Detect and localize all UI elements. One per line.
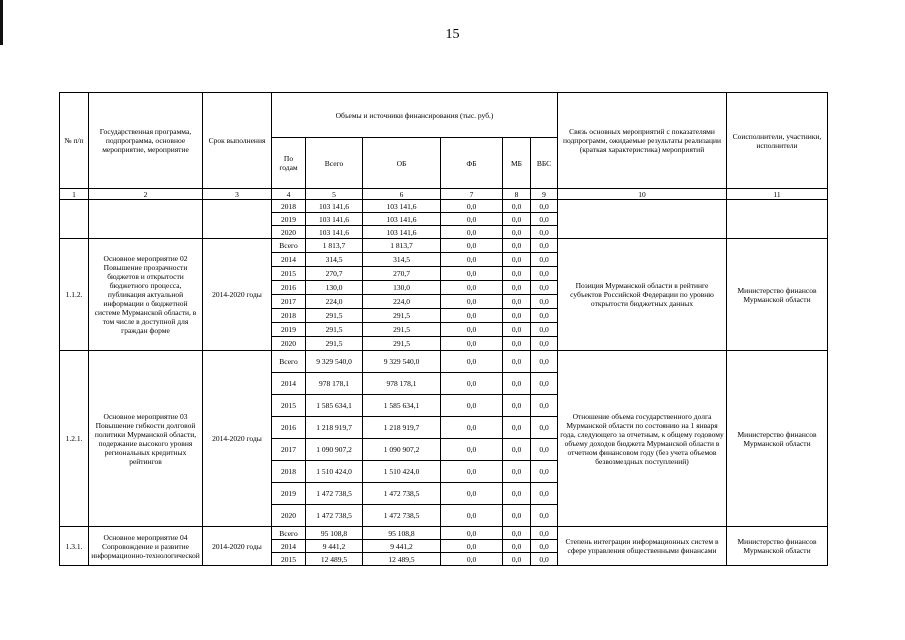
measure-term — [203, 200, 272, 239]
fb-cell: 0,0 — [441, 281, 503, 295]
col-number: 5 — [306, 189, 363, 200]
vbs-cell: 0,0 — [531, 200, 558, 213]
vbs-cell: 0,0 — [531, 253, 558, 267]
ob-cell: 291,5 — [363, 337, 441, 351]
col-number: 11 — [727, 189, 828, 200]
financing-table — [59, 92, 828, 566]
header-program: Государственная программа, подпрограмма, основное мероприятие, мероприятие — [89, 93, 203, 189]
mb-cell: 0,0 — [503, 483, 531, 505]
vbs-cell: 0,0 — [531, 213, 558, 226]
fb-cell: 0,0 — [441, 226, 503, 239]
ob-cell: 9 441,2 — [363, 540, 441, 553]
table-header — [60, 93, 828, 200]
ob-cell: 291,5 — [363, 309, 441, 323]
measure-number: 1.2.1. — [60, 351, 89, 527]
year-cell: 2014 — [272, 373, 306, 395]
fb-cell: 0,0 — [441, 253, 503, 267]
total-cell: 978 178,1 — [306, 373, 363, 395]
fb-cell: 0,0 — [441, 395, 503, 417]
mb-cell: 0,0 — [503, 417, 531, 439]
col-number: 9 — [531, 189, 558, 200]
ob-cell: 95 108,8 — [363, 527, 441, 540]
vbs-cell: 0,0 — [531, 295, 558, 309]
table-row — [60, 351, 828, 373]
ob-cell: 103 141,6 — [363, 200, 441, 213]
vbs-cell: 0,0 — [531, 553, 558, 566]
fb-cell: 0,0 — [441, 295, 503, 309]
year-cell: 2014 — [272, 253, 306, 267]
ob-cell: 1 218 919,7 — [363, 417, 441, 439]
header-by-years: По годам — [272, 138, 306, 189]
fb-cell: 0,0 — [441, 461, 503, 483]
ob-cell: 12 489,5 — [363, 553, 441, 566]
total-cell: 291,5 — [306, 309, 363, 323]
ob-cell: 314,5 — [363, 253, 441, 267]
col-number: 2 — [89, 189, 203, 200]
mb-cell: 0,0 — [503, 505, 531, 527]
total-cell: 224,0 — [306, 295, 363, 309]
page-number: 15 — [445, 27, 460, 42]
fb-cell: 0,0 — [441, 323, 503, 337]
indicator-link — [558, 200, 727, 239]
executor-cell: Министерство финансов Мурманской области — [727, 527, 828, 566]
fb-cell: 0,0 — [441, 417, 503, 439]
year-cell: 2015 — [272, 553, 306, 566]
header-fb: ФБ — [441, 138, 503, 189]
page-edge-mark — [0, 0, 3, 45]
mb-cell: 0,0 — [503, 281, 531, 295]
col-number: 7 — [441, 189, 503, 200]
year-cell: 2014 — [272, 540, 306, 553]
mb-cell: 0,0 — [503, 253, 531, 267]
total-cell: 270,7 — [306, 267, 363, 281]
header-ob: ОБ — [363, 138, 441, 189]
total-cell: 103 141,6 — [306, 200, 363, 213]
year-cell: 2019 — [272, 323, 306, 337]
year-cell: 2016 — [272, 417, 306, 439]
header-vbs: ВБС — [531, 138, 558, 189]
executor-cell: Министерство финансов Мурманской области — [727, 351, 828, 527]
total-cell: 12 489,5 — [306, 553, 363, 566]
header-term: Срок выполнения — [203, 93, 272, 189]
fb-cell: 0,0 — [441, 351, 503, 373]
col-number: 1 — [60, 189, 89, 200]
fb-cell: 0,0 — [441, 213, 503, 226]
vbs-cell: 0,0 — [531, 527, 558, 540]
fb-cell: 0,0 — [441, 267, 503, 281]
column-numbers-row — [60, 189, 828, 200]
total-cell: 1 090 907,2 — [306, 439, 363, 461]
year-cell: 2015 — [272, 267, 306, 281]
col-number: 6 — [363, 189, 441, 200]
ob-cell: 103 141,6 — [363, 226, 441, 239]
vbs-cell: 0,0 — [531, 505, 558, 527]
mb-cell: 0,0 — [503, 373, 531, 395]
total-cell: 1 472 738,5 — [306, 483, 363, 505]
vbs-cell: 0,0 — [531, 439, 558, 461]
year-cell: Всего — [272, 527, 306, 540]
vbs-cell: 0,0 — [531, 540, 558, 553]
total-cell: 95 108,8 — [306, 527, 363, 540]
total-cell: 130,0 — [306, 281, 363, 295]
fb-cell: 0,0 — [441, 439, 503, 461]
vbs-cell: 0,0 — [531, 226, 558, 239]
measure-term: 2014-2020 годы — [203, 527, 272, 566]
table-row — [60, 200, 828, 213]
header-link: Связь основных мероприятий с показателями подпрограмм, ожидаемые результаты реализации (краткая характеристика) мероприятий — [558, 93, 727, 189]
total-cell: 1 218 919,7 — [306, 417, 363, 439]
ob-cell: 978 178,1 — [363, 373, 441, 395]
fb-cell: 0,0 — [441, 309, 503, 323]
total-cell: 291,5 — [306, 337, 363, 351]
total-cell: 1 813,7 — [306, 239, 363, 253]
year-cell: Всего — [272, 239, 306, 253]
measure-name: Основное мероприятие 04 Сопровождение и развитие информационно-технологической — [89, 527, 203, 566]
vbs-cell: 0,0 — [531, 281, 558, 295]
mb-cell: 0,0 — [503, 461, 531, 483]
measure-number: 1.1.2. — [60, 239, 89, 351]
mb-cell: 0,0 — [503, 439, 531, 461]
col-number: 10 — [558, 189, 727, 200]
indicator-link: Степень интеграции информационных систем в сфере управления общественными финансами — [558, 527, 727, 566]
header-executors: Соисполнители, участники, исполнители — [727, 93, 828, 189]
total-cell: 103 141,6 — [306, 226, 363, 239]
ob-cell: 9 329 540,0 — [363, 351, 441, 373]
mb-cell: 0,0 — [503, 200, 531, 213]
mb-cell: 0,0 — [503, 323, 531, 337]
year-cell: 2020 — [272, 505, 306, 527]
year-cell: 2015 — [272, 395, 306, 417]
vbs-cell: 0,0 — [531, 461, 558, 483]
mb-cell: 0,0 — [503, 395, 531, 417]
year-cell: 2017 — [272, 439, 306, 461]
mb-cell: 0,0 — [503, 295, 531, 309]
total-cell: 9 441,2 — [306, 540, 363, 553]
mb-cell: 0,0 — [503, 239, 531, 253]
ob-cell: 1 585 634,1 — [363, 395, 441, 417]
measure-number — [60, 200, 89, 239]
header-num: № п/п — [60, 93, 89, 189]
mb-cell: 0,0 — [503, 213, 531, 226]
col-number: 8 — [503, 189, 531, 200]
year-cell: 2018 — [272, 309, 306, 323]
mb-cell: 0,0 — [503, 351, 531, 373]
table-row — [60, 239, 828, 253]
vbs-cell: 0,0 — [531, 483, 558, 505]
executor-cell: Министерство финансов Мурманской области — [727, 239, 828, 351]
fb-cell: 0,0 — [441, 527, 503, 540]
year-cell: 2020 — [272, 226, 306, 239]
ob-cell: 1 813,7 — [363, 239, 441, 253]
measure-name: Основное мероприятие 03 Повышение гибкости долговой политики Мурманской области, подержание высокого уровня региональных кредитных рейтингов — [89, 351, 203, 527]
mb-cell: 0,0 — [503, 226, 531, 239]
vbs-cell: 0,0 — [531, 351, 558, 373]
col-number: 4 — [272, 189, 306, 200]
year-cell: 2020 — [272, 337, 306, 351]
ob-cell: 103 141,6 — [363, 213, 441, 226]
vbs-cell: 0,0 — [531, 337, 558, 351]
year-cell: 2016 — [272, 281, 306, 295]
vbs-cell: 0,0 — [531, 373, 558, 395]
executor-cell — [727, 200, 828, 239]
year-cell: 2017 — [272, 295, 306, 309]
year-cell: 2019 — [272, 483, 306, 505]
total-cell: 1 585 634,1 — [306, 395, 363, 417]
indicator-link: Позиция Мурманской области в рейтинге субъектов Российской Федерации по уровню открытости бюджетных данных — [558, 239, 727, 351]
total-cell: 1 472 738,5 — [306, 505, 363, 527]
indicator-link: Отношение объема государственного долга Мурманской области по состоянию на 1 января года, следующего за отчетным, к общему годовому объему доходов бюджета Мурманской области в отчетном финансовом году (без учета объемов безвозмездных поступлений) — [558, 351, 727, 527]
measure-term: 2014-2020 годы — [203, 351, 272, 527]
mb-cell: 0,0 — [503, 309, 531, 323]
total-cell: 1 510 424,0 — [306, 461, 363, 483]
mb-cell: 0,0 — [503, 267, 531, 281]
mb-cell: 0,0 — [503, 527, 531, 540]
fb-cell: 0,0 — [441, 337, 503, 351]
table-row — [60, 527, 828, 540]
col-number: 3 — [203, 189, 272, 200]
mb-cell: 0,0 — [503, 540, 531, 553]
mb-cell: 0,0 — [503, 553, 531, 566]
vbs-cell: 0,0 — [531, 239, 558, 253]
header-mb: МБ — [503, 138, 531, 189]
fb-cell: 0,0 — [441, 200, 503, 213]
total-cell: 103 141,6 — [306, 213, 363, 226]
ob-cell: 1 472 738,5 — [363, 505, 441, 527]
year-cell: 2018 — [272, 200, 306, 213]
vbs-cell: 0,0 — [531, 267, 558, 281]
table-body — [60, 200, 828, 566]
ob-cell: 1 472 738,5 — [363, 483, 441, 505]
ob-cell: 270,7 — [363, 267, 441, 281]
measure-name: Основное мероприятие 02 Повышение прозрачности бюджетов и открытости бюджетного процесса, публикация актуальной информации о бюджетной системе Мурманской области, в том числе в доступной для граждан форме — [89, 239, 203, 351]
header-total: Всего — [306, 138, 363, 189]
total-cell: 314,5 — [306, 253, 363, 267]
year-cell: Всего — [272, 351, 306, 373]
year-cell: 2019 — [272, 213, 306, 226]
measure-name — [89, 200, 203, 239]
ob-cell: 291,5 — [363, 323, 441, 337]
fb-cell: 0,0 — [441, 483, 503, 505]
mb-cell: 0,0 — [503, 337, 531, 351]
ob-cell: 1 090 907,2 — [363, 439, 441, 461]
ob-cell: 1 510 424,0 — [363, 461, 441, 483]
fb-cell: 0,0 — [441, 239, 503, 253]
fb-cell: 0,0 — [441, 505, 503, 527]
year-cell: 2018 — [272, 461, 306, 483]
header-volume: Объемы и источники финансирования (тыс. руб.) — [272, 93, 558, 138]
total-cell: 291,5 — [306, 323, 363, 337]
measure-term: 2014-2020 годы — [203, 239, 272, 351]
ob-cell: 130,0 — [363, 281, 441, 295]
vbs-cell: 0,0 — [531, 417, 558, 439]
ob-cell: 224,0 — [363, 295, 441, 309]
fb-cell: 0,0 — [441, 553, 503, 566]
fb-cell: 0,0 — [441, 373, 503, 395]
total-cell: 9 329 540,0 — [306, 351, 363, 373]
vbs-cell: 0,0 — [531, 309, 558, 323]
fb-cell: 0,0 — [441, 540, 503, 553]
measure-number: 1.3.1. — [60, 527, 89, 566]
vbs-cell: 0,0 — [531, 395, 558, 417]
vbs-cell: 0,0 — [531, 323, 558, 337]
